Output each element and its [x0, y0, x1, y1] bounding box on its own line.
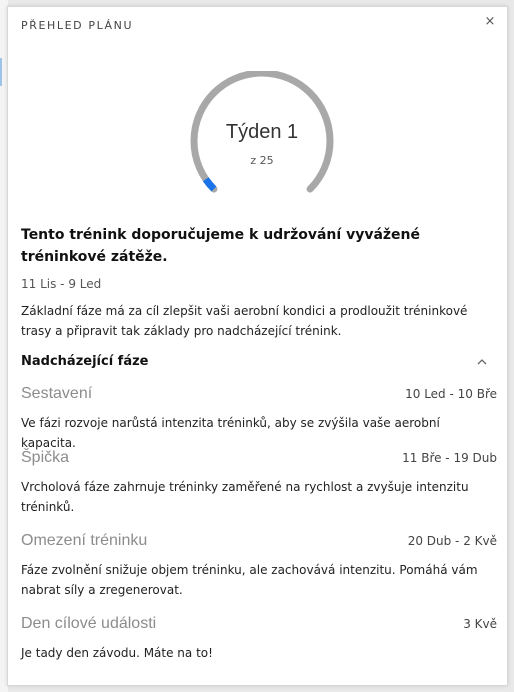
phase-description: Ve fázi rozvoje narůstá intenzita tréninků, aby se zvýšila vaše aerobní kapacita. — [21, 416, 440, 450]
plan-overview-panel — [7, 6, 508, 686]
phase-dates: 3 Kvě — [463, 617, 497, 631]
phase-name: Omezení tréninku — [21, 532, 148, 549]
phase-dates: 11 Bře - 19 Dub — [402, 451, 497, 465]
upcoming-phases-heading: Nadcházející fáze — [21, 354, 149, 369]
week-progress-gauge — [187, 71, 337, 211]
panel-title: PŘEHLED PLÁNU — [21, 19, 134, 32]
phase-name: Špička — [21, 449, 70, 466]
phase-description: Vrcholová fáze zahrnuje tréninky zaměřené na rychlost a zvyšuje intenzitu tréninků. — [21, 480, 469, 514]
gauge-total-weeks: z 25 — [250, 154, 274, 167]
phase-description: Fáze zvolnění snižuje objem tréninku, ale zachovává intenzitu. Pomáhá vám nabrat síly a zregenerovat. — [21, 563, 478, 597]
close-icon[interactable]: × — [484, 14, 496, 29]
phase-description: Je tady den závodu. Máte na to! — [21, 646, 213, 660]
background-accent — [0, 58, 2, 86]
gauge-progress — [206, 179, 214, 189]
phase-dates: 20 Dub - 2 Kvě — [407, 534, 497, 548]
phase-name: Den cílové události — [21, 615, 157, 632]
plan-summary: Tento trénink doporučujeme k udržování vyvážené tréninkové zátěže. — [21, 227, 420, 265]
phase-name: Sestavení — [21, 385, 93, 402]
plan-date-range: 11 Lis - 9 Led — [21, 277, 102, 291]
phase-dates: 10 Led - 10 Bře — [405, 387, 497, 401]
plan-description: Základní fáze má za cíl zlepšit vaši aerobní kondici a prodloužit tréninkové trasy a připravit tak základy pro nadcházející trénink. — [21, 304, 468, 338]
chevron-up-icon[interactable] — [477, 357, 487, 367]
gauge-week-label: Týden 1 — [225, 121, 299, 143]
